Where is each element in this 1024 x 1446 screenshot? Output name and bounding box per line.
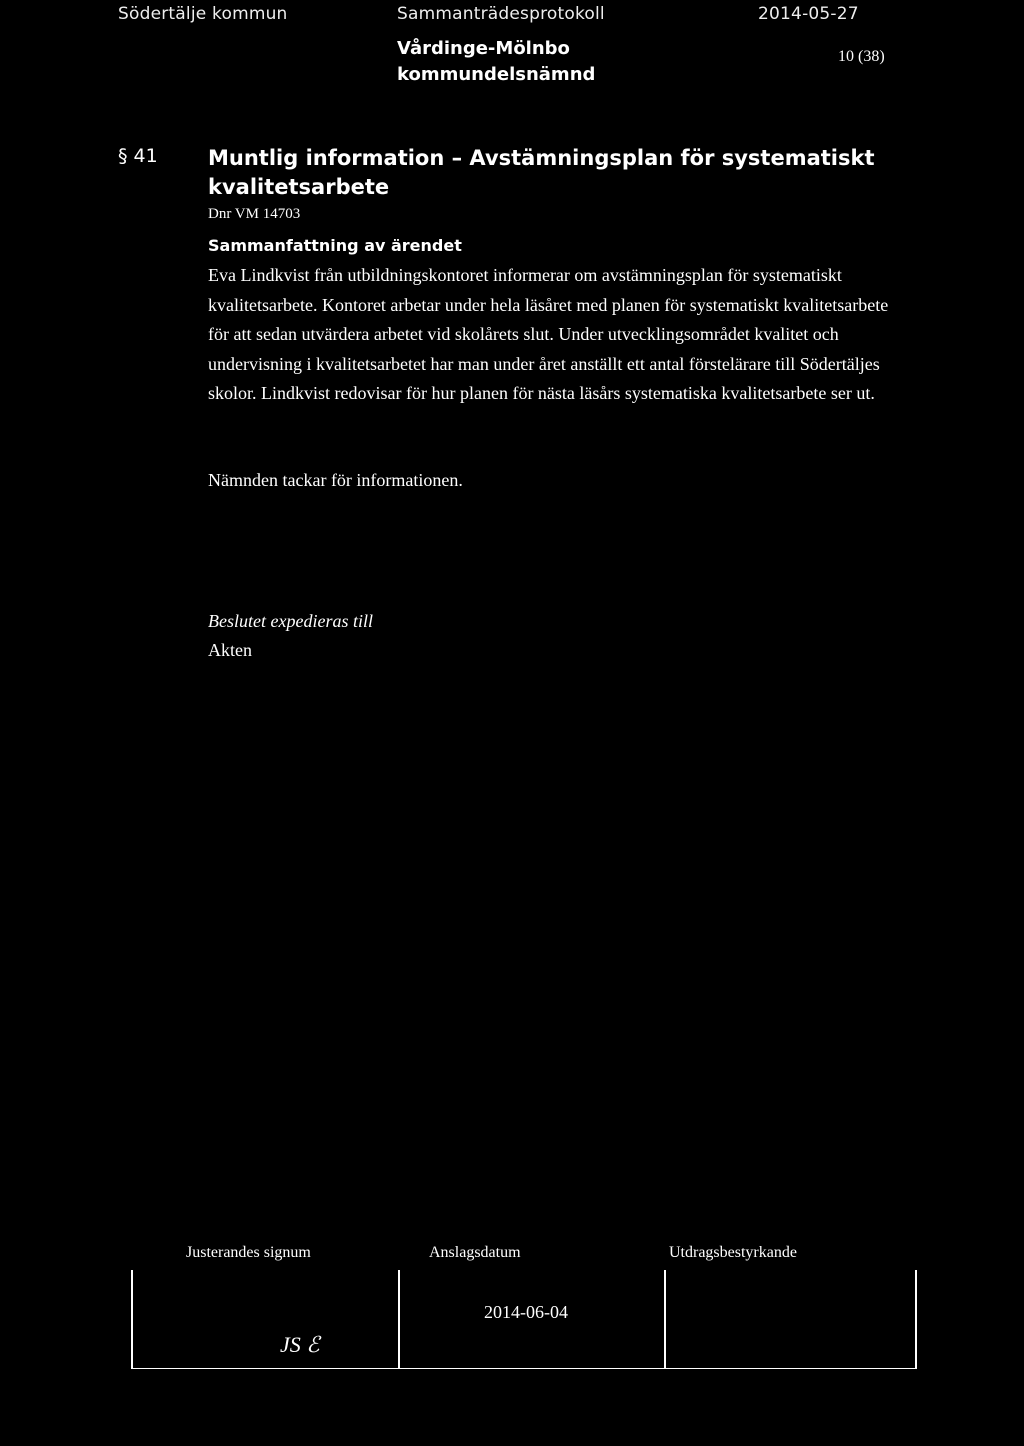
closing-statement: Nämnden tackar för informationen. [208, 470, 463, 490]
section-number: § 41 [118, 145, 158, 167]
box-divider-right [915, 1270, 917, 1369]
box-divider-left [131, 1270, 133, 1369]
signature-initials: JS ℰ [280, 1332, 320, 1357]
summary-paragraph: Eva Lindkvist från utbildningskontoret informerar om avstämningsplan för systematiskt kvalitetsarbete. Kontoret arbetar under hela läsåret med planen för systematiskt kvalitetsarbete för att sedan utvärdera arbetet vid skolårets slut. Under utvecklingsområdet kvalitet och undervisning i kvalitetsarbetet har man under året anställt ett antal förstelärare till Södertäljes skolor. Lindkvist redovisar för hur planen för nästa läsårs systematiska kvalitetsarbete ser ut. [208, 265, 889, 403]
page-number: 10 (38) [838, 48, 885, 65]
meeting-date: 2014-05-27 [758, 4, 859, 24]
box-divider-2 [664, 1270, 666, 1369]
organization-name: Södertälje kommun [118, 4, 288, 24]
board-name-line1: Vårdinge-Mölnbo [397, 38, 570, 59]
extract-box [665, 1270, 916, 1369]
signature-box [131, 1270, 399, 1369]
posting-date-value: 2014-06-04 [484, 1302, 568, 1322]
expedition-recipient: Akten [208, 640, 252, 660]
box-divider-1 [398, 1270, 400, 1369]
board-name [397, 36, 595, 88]
case-number: Dnr VM 14703 [208, 206, 301, 222]
summary-text [208, 261, 898, 409]
summary-heading: Sammanfattning av ärendet [208, 236, 462, 255]
document-type: Sammanträdesprotokoll [397, 4, 605, 24]
extract-label: Utdragsbestyrkande [669, 1244, 797, 1261]
signature-label: Justerandes signum [186, 1244, 311, 1261]
posting-date-label: Anslagsdatum [429, 1244, 521, 1261]
section-title: Muntlig information – Avstämningsplan för systematiskt kvalitetsarbete [208, 146, 875, 199]
expedition-heading: Beslutet expedieras till [208, 611, 373, 631]
board-name-line2: kommundelsnämnd [397, 64, 596, 85]
